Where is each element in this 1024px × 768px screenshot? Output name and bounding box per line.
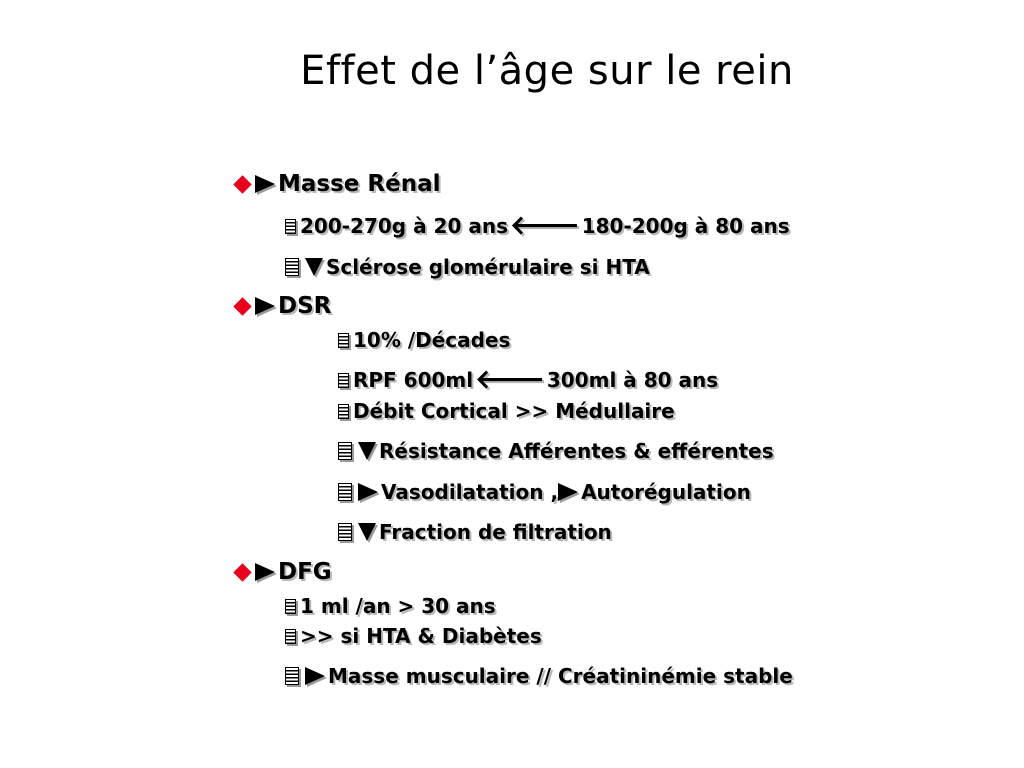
item-fraction — [338, 516, 612, 548]
dsr-label: DSR — [278, 292, 332, 319]
item-sclerose — [285, 251, 650, 283]
rpf-young-text: RPF 600ml — [353, 368, 474, 392]
document-icon — [338, 483, 352, 501]
item-rate — [285, 590, 496, 622]
document-icon — [338, 404, 349, 419]
rate-text: 1 ml /an > 30 ans — [300, 594, 496, 618]
document-icon — [285, 629, 296, 644]
item-masse-musculaire — [285, 660, 793, 692]
slide-title: Effet de l’âge sur le rein — [300, 48, 794, 94]
arrow-right-icon — [255, 297, 275, 315]
document-icon — [338, 442, 352, 460]
arrow-right-icon — [255, 175, 275, 193]
document-icon — [338, 333, 349, 348]
sclerose-text: Sclérose glomérulaire si HTA — [326, 255, 650, 279]
arrow-right-icon — [305, 667, 325, 685]
arrow-right-icon — [358, 483, 378, 501]
item-resistance — [338, 435, 774, 467]
document-icon — [285, 219, 296, 234]
item-weight — [285, 210, 790, 242]
red-diamond-icon — [233, 175, 251, 193]
autoregulation-text: Autorégulation — [581, 480, 751, 504]
fraction-text: Fraction de filtration — [379, 520, 612, 544]
red-diamond-icon — [233, 297, 251, 315]
decades-text: 10% /Décades — [353, 328, 511, 352]
document-icon — [338, 373, 349, 388]
bullet-dfg — [232, 556, 332, 588]
dfg-label: DFG — [278, 558, 332, 585]
resistance-text: Résistance Afférentes & efférentes — [379, 439, 774, 463]
item-vasodilatation — [338, 476, 751, 508]
bullet-dsr — [232, 290, 331, 322]
arrow-down-icon — [358, 523, 376, 541]
document-icon — [285, 258, 299, 276]
bullet-masse-renal — [232, 168, 440, 200]
item-rpf — [338, 364, 718, 396]
item-decades — [338, 324, 510, 356]
item-hta — [285, 620, 542, 652]
red-diamond-icon — [233, 563, 251, 581]
arrow-right-icon — [558, 483, 578, 501]
document-icon — [285, 667, 299, 685]
arrow-left-icon: 🡐 — [509, 211, 580, 241]
item-debit — [338, 395, 675, 427]
arrow-left-icon: 🡐 — [475, 365, 545, 395]
arrow-down-icon — [358, 442, 376, 460]
arrow-down-icon — [305, 258, 323, 276]
document-icon — [338, 523, 352, 541]
rpf-old-text: 300ml à 80 ans — [546, 368, 719, 392]
masse-renal-label: Masse Rénal — [278, 170, 441, 197]
weight-young-text: 200-270g à 20 ans — [300, 214, 508, 238]
masse-musculaire-text: Masse musculaire // Créatininémie stable — [328, 664, 793, 688]
hta-text: >> si HTA & Diabètes — [300, 624, 542, 648]
arrow-right-icon — [255, 563, 275, 581]
debit-text: Débit Cortical >> Médullaire — [353, 399, 675, 423]
weight-old-text: 180-200g à 80 ans — [581, 214, 790, 238]
vasodilatation-text: Vasodilatation , — [381, 480, 559, 504]
document-icon — [285, 599, 296, 614]
